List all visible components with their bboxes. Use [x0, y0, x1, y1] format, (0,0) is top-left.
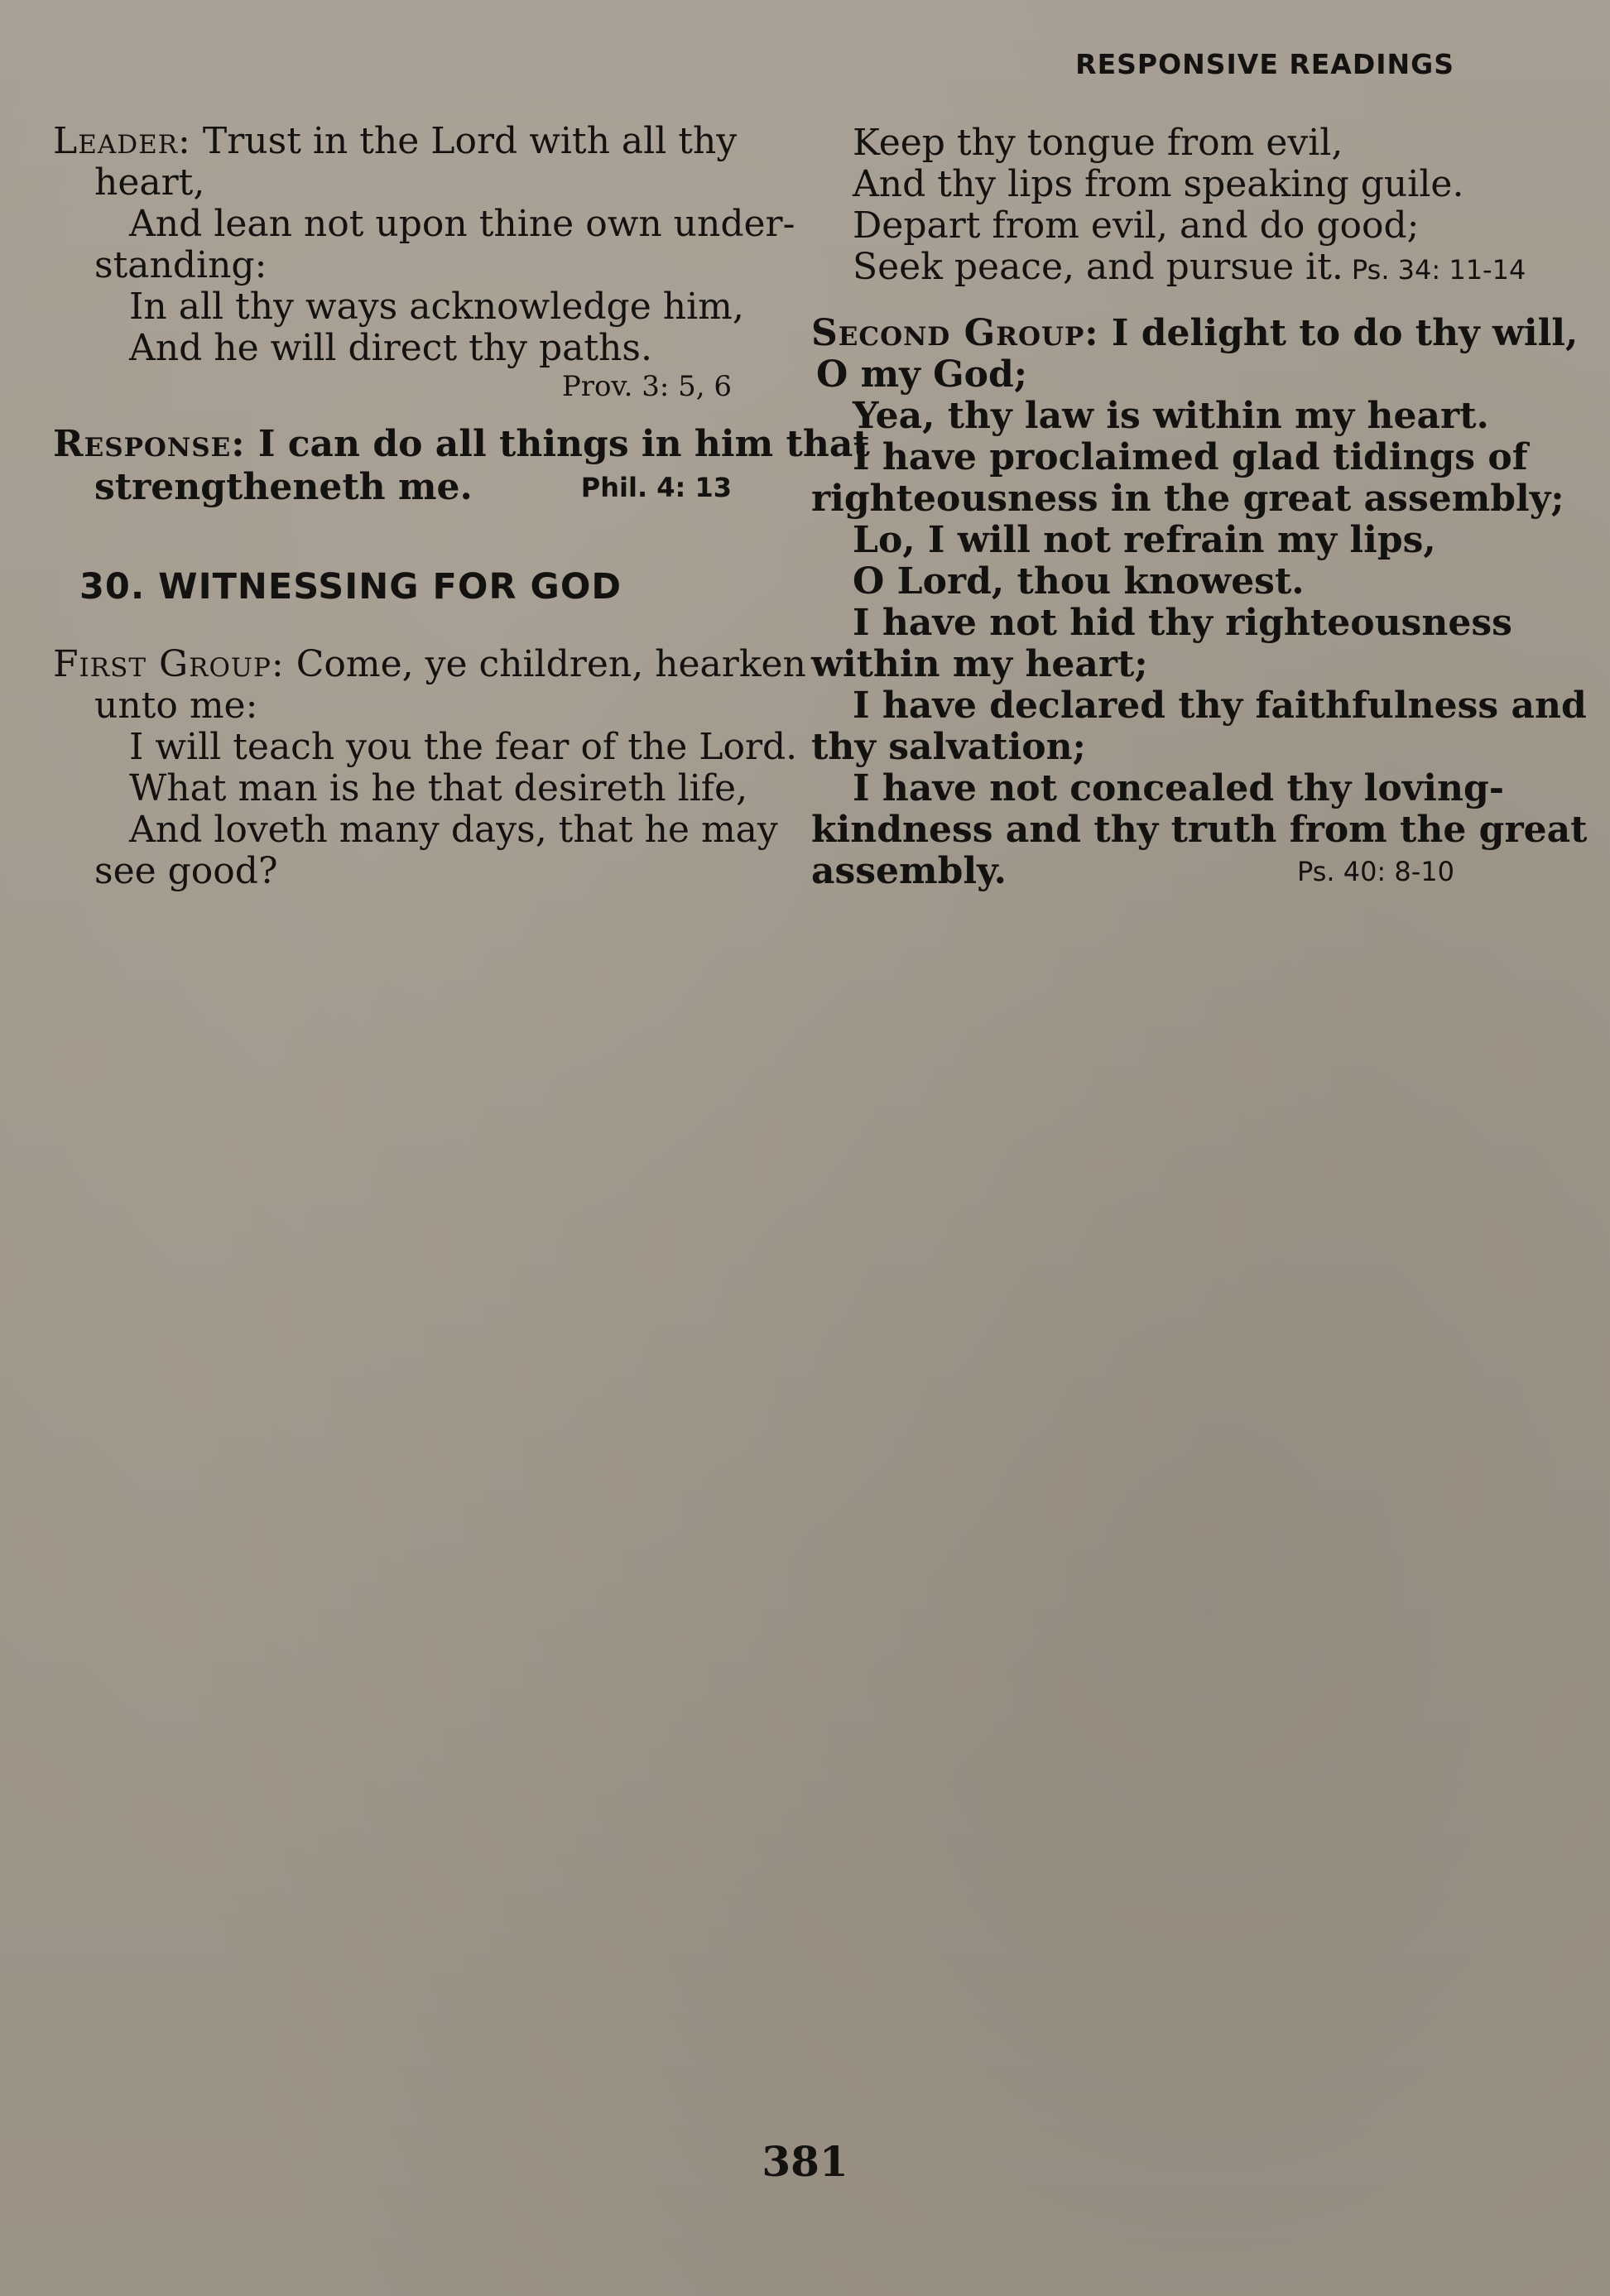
leader-line-5: In all thy ways acknowledge him,: [129, 286, 744, 328]
leader-line-2: heart,: [94, 161, 205, 204]
first-group-line-3: I will teach you the fear of the Lord.: [129, 726, 798, 768]
response-text-2: strengtheneth me.: [94, 466, 473, 508]
first-group-text-1: Come, ye children, hearken: [296, 643, 806, 685]
first-group-line-1: [53, 643, 806, 685]
cont-text-4: Seek peace, and pursue it.: [853, 246, 1343, 288]
response-line-1: [53, 423, 870, 465]
second-group-text-1: I delight to do thy will,: [1111, 312, 1579, 354]
leader-label: Leader:: [53, 120, 191, 162]
second-group-line-10: I have declared thy faithfulness and: [853, 684, 1587, 727]
leader-line-3: And lean not upon thine own under-: [129, 203, 795, 245]
second-group-line-13: kindness and thy truth from the great: [811, 809, 1588, 851]
leader-line-4: standing:: [94, 244, 267, 286]
second-group-line-11: thy salvation;: [811, 726, 1086, 768]
leader-line-1: [53, 120, 738, 162]
leader-reference: Prov. 3: 5, 6: [561, 370, 732, 403]
second-group-line-9: within my heart;: [811, 643, 1148, 685]
response-reference: Phil. 4: 13: [580, 472, 732, 503]
first-group-label: First Group:: [53, 643, 285, 685]
second-group-line-3: Yea, thy law is within my heart.: [853, 395, 1489, 437]
second-group-line-7: O Lord, thou knowest.: [853, 560, 1305, 603]
second-group-line-8: I have not hid thy righteousness: [853, 602, 1512, 644]
cont-line-1: Keep thy tongue from evil,: [853, 122, 1343, 164]
first-group-line-5: And loveth many days, that he may: [129, 809, 778, 851]
response-label: Response:: [53, 423, 246, 465]
cont-line-4: [853, 246, 1526, 288]
section-title: 30. WITNESSING FOR GOD: [79, 566, 622, 608]
second-group-line-12: I have not concealed thy loving-: [853, 767, 1505, 809]
cont-line-3: Depart from evil, and do good;: [853, 204, 1420, 247]
second-group-line-14: [811, 851, 1454, 892]
leader-line-6: And he will direct thy paths.: [129, 327, 652, 369]
first-group-line-4: What man is he that desireth life,: [129, 767, 748, 809]
second-group-text-14: assembly.: [811, 850, 1007, 892]
cont-reference: Ps. 34: 11-14: [1351, 254, 1526, 286]
second-group-line-4: I have proclaimed glad tidings of: [853, 436, 1528, 478]
response-line-2: [94, 467, 732, 508]
second-group-line-2: O my God;: [816, 353, 1028, 396]
first-group-line-2: unto me:: [94, 684, 258, 727]
page-number: 381: [762, 2137, 848, 2186]
first-group-line-6: see good?: [94, 850, 278, 892]
leader-reference-line: [53, 366, 732, 403]
leader-text-1: Trust in the Lord with all thy: [202, 120, 738, 162]
running-head: RESPONSIVE READINGS: [1075, 48, 1454, 80]
second-group-reference: Ps. 40: 8-10: [1296, 856, 1454, 887]
cont-line-2: And thy lips from speaking guile.: [853, 163, 1464, 205]
second-group-label: Second Group:: [811, 312, 1099, 354]
second-group-line-6: Lo, I will not refrain my lips,: [853, 519, 1436, 561]
second-group-line-5: righteousness in the great assembly;: [811, 478, 1564, 520]
response-text-1: I can do all things in him that: [257, 423, 870, 465]
second-group-line-1: [811, 312, 1579, 354]
